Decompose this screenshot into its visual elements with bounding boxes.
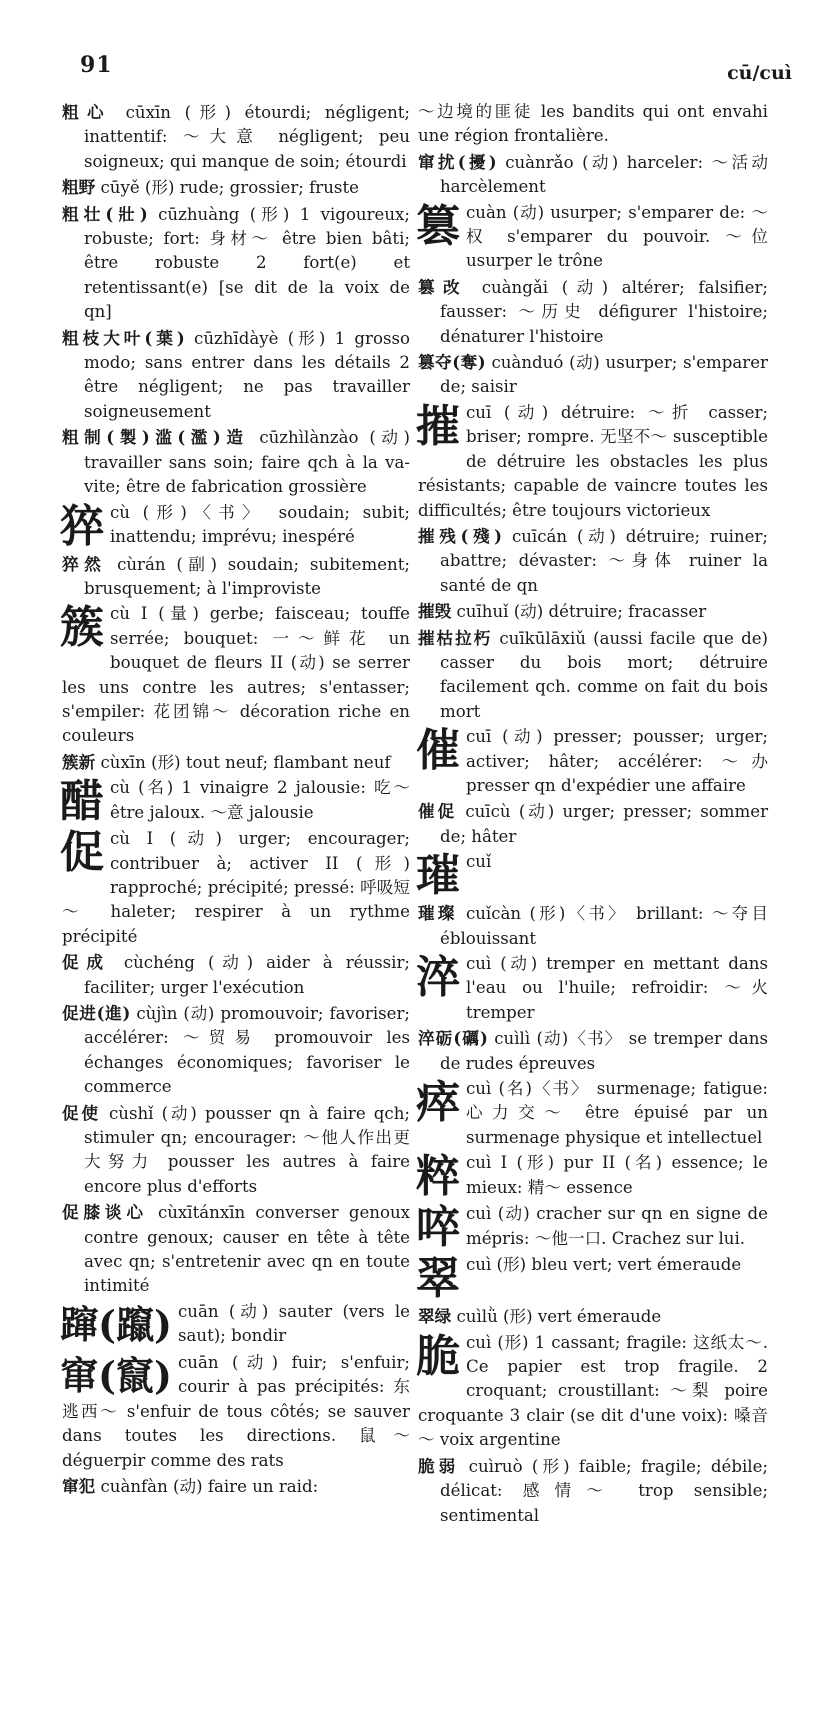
entry-definition: cuànduó (动) usurper; s'emparer de; saisir — [440, 353, 768, 397]
entry-headword: 簇新 — [62, 751, 96, 772]
entry-definition: cuì (形) 1 cassant; fragile: 这纸太～. Ce papier est trop fragile. 2 croquant; croustillant: ～梨 poire croquante 3 clair (se dit d'une voix): 嗓音～ voix argentine — [418, 1332, 768, 1450]
entry-definition: cù (形)〈书〉 soudain; subit; inattendu; imprévu; inespéré — [110, 502, 410, 546]
dictionary-entry — [418, 524, 768, 598]
entry-headword: 脆弱 — [418, 1455, 460, 1476]
entry-definition: cuàn (动) usurper; s'emparer de: ～权 s'emparer du pouvoir. ～位 usurper le trône — [466, 202, 768, 271]
entry-definition: cuīcù (动) urger; presser; sommer de; hâter — [440, 802, 768, 846]
entry-definition: cuī (动) presser; pousser; urger; activer; hâter; accélérer: ～办 presser qn d'expédier une affaire — [466, 727, 768, 795]
dictionary-entry — [62, 425, 410, 499]
entry-definition: cùshǐ (动) pousser qn à faire qch; stimuler qn; encourager: ～他人作出更大努力 pousser les autres à faire encore plus d'efforts — [84, 1103, 410, 1196]
dictionary-entry — [418, 1454, 768, 1528]
entry-headword: 促 — [60, 827, 104, 879]
entry-definition: cūzhīdàyè (形) 1 grosso modo; sans entrer dans les détails 2 être négligent; ne pas travailler soigneusement — [84, 328, 410, 421]
entry-headword: 摧残(殘) — [418, 525, 503, 546]
entry-headword: 粹 — [416, 1151, 460, 1203]
entry-headword: 摧毁 — [418, 601, 452, 622]
dictionary-entry — [418, 799, 768, 849]
entry-definition: cuì (动) cracher sur qn en signe de mépris: ～他一口. Crachez sur lui. — [466, 1204, 768, 1248]
dictionary-entry — [418, 150, 768, 200]
entry-definition: cūxīn (形) étourdi; négligent; inattentif: ～大意 négligent; peu soigneux; qui manque de soin; étourdi — [84, 103, 411, 171]
entry-definition: cūyě (形) rude; grossier; fruste — [100, 178, 359, 198]
entry-definition: cuìruò (形) faible; fragile; débile; délicat: 感情～ trop sensible; sentimental — [440, 1456, 768, 1525]
entry-definition: cuì (动) tremper en mettant dans l'eau ou l'huile; refroidir: ～火 tremper — [466, 954, 768, 1022]
entry-definition: cuān (动) fuir; s'enfuir; courir à pas précipités: 东逃西～ s'enfuir de tous côtés; se sauver dans toutes les directions. 鼠～ déguerpir comme des rats — [62, 1352, 410, 1470]
entry-headword: 粗枝大叶(葉) — [62, 327, 185, 348]
entry-headword: 摧枯拉朽 — [418, 627, 493, 648]
entry-definition: cuànrǎo (动) harceler: ～活动 harcèlement — [440, 152, 768, 197]
entry-headword: 促使 — [62, 1102, 101, 1123]
entry-headword: 催 — [416, 725, 460, 777]
entry-headword: 脆 — [416, 1330, 460, 1382]
entry-definition: cuìlì (动)〈书〉 se tremper dans de rudes épreuves — [440, 1029, 769, 1073]
dictionary-entry — [418, 952, 768, 1025]
dictionary-entry — [62, 501, 410, 551]
entry-definition: cuī (动) détruire: ～折 casser; briser; rompre. 无坚不～ susceptible de détruire les obstacles les plus résistants; capable de vaincre toutes les difficultés; être toujours victorieux — [418, 402, 768, 520]
right-column — [418, 100, 768, 1529]
dictionary-entry — [62, 1001, 410, 1100]
entry-definition: cūzhuàng (形) 1 vigoureux; robuste; fort: 身材～ être bien bâti; être robuste 2 fort(e) et retentissant(e) [se dit de la voix de qn] — [84, 204, 411, 322]
entry-definition: cuǐcàn (形)〈书〉 brillant: ～夺目 éblouissant — [440, 904, 769, 948]
dictionary-entry — [62, 1351, 410, 1473]
dictionary-entry — [62, 1200, 410, 1299]
entry-definition: cuàngǎi (动) altérer; falsifier; fausser: ～历史 défigurer l'histoire; dénaturer l'histoire — [440, 277, 768, 346]
dictionary-entry — [418, 599, 768, 624]
entry-headword: 璀 — [416, 850, 460, 902]
entry-definition: cuīhuǐ (动) détruire; fracasser — [456, 602, 707, 622]
dictionary-entry — [62, 175, 410, 200]
dictionary-entry — [418, 901, 768, 951]
entry-definition: cù I (动) urger; encourager; contribuer à; activer II (形) rapproché; précipité; pressé: 呼吸短～ haleter; respirer à un rythme précipité — [62, 829, 410, 946]
dictionary-entry — [62, 950, 410, 1000]
entry-definition: cùxītánxīn converser genoux contre genoux; causer en tête à tête avec qn; s'entretenir avec qn en toute intimité — [84, 1203, 410, 1296]
entry-headword: 窜犯 — [62, 1475, 96, 1496]
dictionary-entry — [418, 1077, 768, 1150]
dictionary-entry — [418, 401, 768, 523]
entry-headword: 璀璨 — [418, 903, 458, 924]
dictionary-entry — [62, 776, 410, 826]
running-head: cū/cuì — [727, 62, 792, 84]
dictionary-entry — [62, 1101, 410, 1200]
entry-definition: cùchéng (动) aider à réussir; faciliter; urger l'exécution — [84, 953, 410, 997]
dictionary-entry — [418, 1253, 768, 1303]
entry-headword: 粗制(製)滥(濫)造 — [62, 427, 249, 448]
entry-headword: 粗壮(壯) — [62, 203, 148, 224]
entry-headword: 猝然 — [62, 553, 107, 574]
entry-definition: cuīcán (动) détruire; ruiner; abattre; dévaster: ～身体 ruiner la santé de qn — [440, 526, 768, 595]
entry-definition: cuì I (形) pur II (名) essence; le mieux: 精～ essence — [466, 1153, 768, 1197]
entry-headword: 篡改 — [418, 276, 468, 297]
entry-headword: 瘁 — [416, 1077, 460, 1129]
dictionary-entry — [62, 602, 410, 748]
entry-definition: cuǐ — [466, 852, 492, 872]
entry-definition: cù (名) 1 vinaigre 2 jalousie: 吃～ être jaloux. ～意 jalousie — [110, 778, 410, 822]
entry-definition: cù I (量) gerbe; faisceau; touffe serrée; bouquet: 一～鲜花 un bouquet de fleurs II (动) se serrer les uns contre les autres; s'entasser; s'empiler: 花团锦～ décoration riche en couleurs — [62, 604, 410, 746]
dictionary-entry — [418, 1331, 768, 1453]
dictionary-entry — [62, 827, 410, 949]
dictionary-entry — [418, 350, 768, 400]
entry-definition: cuànfàn (动) faire un raid: — [100, 1476, 319, 1496]
left-column — [62, 100, 410, 1500]
page-number: 91 — [80, 52, 113, 78]
dictionary-entry — [418, 1202, 768, 1252]
dictionary-entry — [418, 201, 768, 274]
entry-definition: cuān (动) sauter (vers le saut); bondir — [177, 1301, 410, 1346]
entry-headword: 促成 — [62, 952, 111, 973]
dictionary-entry — [418, 1304, 768, 1329]
dictionary-entry — [418, 100, 768, 149]
entry-headword: 蹿(躥) — [60, 1301, 172, 1347]
entry-headword: 猝 — [60, 500, 104, 552]
entry-definition: cuì (名)〈书〉 surmenage; fatigue: 心力交～ être épuisé par un surmenage physique et intellectuel — [466, 1079, 768, 1147]
dictionary-entry — [418, 1151, 768, 1201]
entry-headword: 篡夺(奪) — [418, 352, 486, 373]
dictionary-entry — [62, 1474, 410, 1499]
dictionary-entry — [418, 725, 768, 798]
entry-headword: 簇 — [60, 602, 104, 654]
entry-headword: 促进(進) — [62, 1003, 131, 1023]
entry-headword: 淬砺(礪) — [418, 1028, 488, 1049]
dictionary-entry — [62, 100, 410, 174]
entry-headword: 篡 — [416, 200, 460, 252]
entry-headword: 摧 — [416, 400, 460, 452]
entry-definition: cūzhìlànzào (动) travailler sans soin; faire qch à la va-vite; être de fabrication grossière — [84, 428, 411, 497]
entry-definition: cùxīn (形) tout neuf; flambant neuf — [100, 752, 391, 772]
entry-headword: 翠 — [416, 1253, 460, 1305]
entry-headword: 粗心 — [62, 102, 112, 122]
dictionary-entry — [62, 326, 410, 425]
entry-definition: cuì (形) bleu vert; vert émeraude — [466, 1255, 742, 1275]
entry-definition: ～边境的匪徒 les bandits qui ont envahi une région frontalière. — [418, 102, 768, 146]
dictionary-entry — [62, 750, 410, 775]
entry-definition: cuīkūlāxiǔ (aussi facile que de) casser du bois mort; détruire facilement qch. comme on fait du bois mort — [440, 628, 768, 721]
entry-headword: 窜(竄) — [60, 1352, 172, 1398]
entry-definition: cùjìn (动) promouvoir; favoriser; accélérer: ～贸易 promouvoir les échanges économiques; favoriser le commerce — [84, 1004, 410, 1097]
entry-definition: cùrán (副) soudain; subitement; brusquement; à l'improviste — [84, 554, 410, 598]
dictionary-entry — [418, 1026, 768, 1076]
entry-headword: 窜扰(擾) — [418, 151, 497, 172]
entry-headword: 啐 — [416, 1202, 460, 1254]
entry-headword: 翠绿 — [418, 1306, 452, 1327]
entry-headword: 醋 — [60, 776, 104, 828]
dictionary-entry — [62, 202, 410, 325]
entry-headword: 淬 — [416, 952, 460, 1003]
entry-definition: cuìlǜ (形) vert émeraude — [456, 1307, 662, 1327]
dictionary-entry — [418, 626, 768, 725]
entry-headword: 粗野 — [62, 177, 96, 198]
dictionary-entry — [418, 275, 768, 349]
dictionary-entry — [62, 1300, 410, 1350]
dictionary-entry — [62, 552, 410, 602]
entry-headword: 促膝谈心 — [62, 1202, 148, 1223]
dictionary-entry — [418, 850, 768, 900]
entry-headword: 催促 — [418, 801, 458, 822]
